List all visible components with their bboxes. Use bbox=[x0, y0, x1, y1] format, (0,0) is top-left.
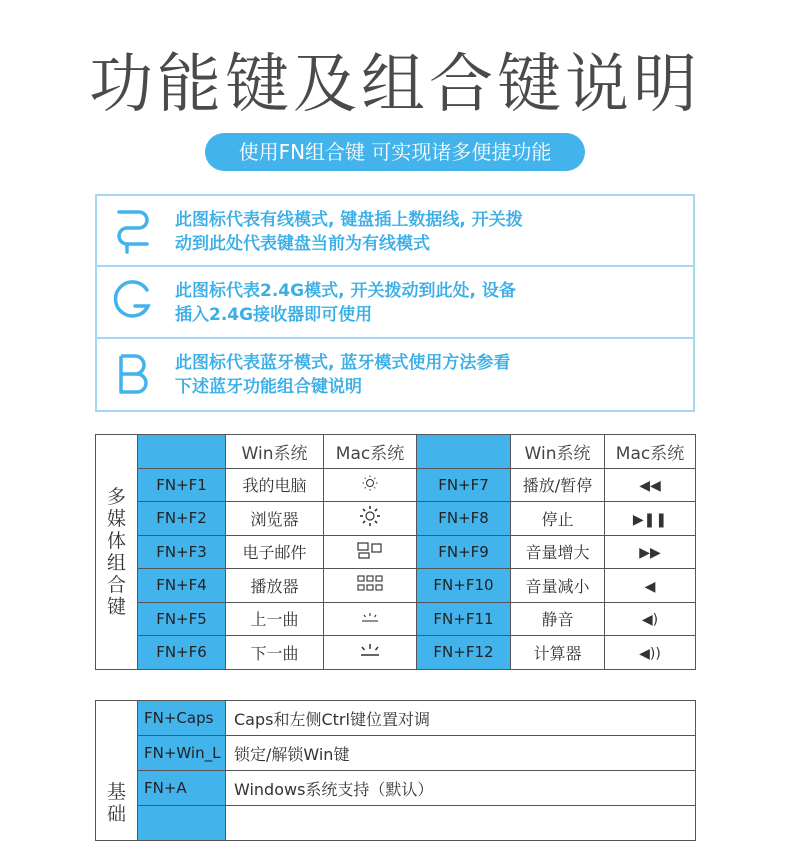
volume-up-icon: ◀)) bbox=[639, 645, 661, 662]
bluetooth-mode-box bbox=[95, 338, 695, 412]
win-function-cell: 浏览器 bbox=[226, 502, 324, 536]
key-cell: FN+Caps bbox=[138, 701, 226, 736]
win-function-cell: 停止 bbox=[511, 502, 605, 536]
key-cell: FN+F9 bbox=[417, 535, 511, 569]
header-blank-right bbox=[417, 435, 511, 469]
table-row bbox=[96, 535, 696, 569]
g-letter-icon bbox=[107, 276, 159, 328]
key-cell: FN+F12 bbox=[417, 636, 511, 670]
win-function-cell: 播放器 bbox=[226, 569, 324, 603]
mac-icon-cell bbox=[324, 569, 417, 603]
key-cell: FN+F4 bbox=[138, 569, 226, 603]
key-cell: FN+F5 bbox=[138, 602, 226, 636]
mac-icon-cell bbox=[324, 502, 417, 536]
mac-icon-cell bbox=[324, 468, 417, 502]
key-cell: FN+F11 bbox=[417, 602, 511, 636]
description-cell: Windows系统支持（默认） bbox=[226, 771, 696, 806]
fast-forward-icon: ▶▶ bbox=[639, 545, 661, 562]
key-cell: FN+F10 bbox=[417, 569, 511, 603]
key-cell: FN+F3 bbox=[138, 535, 226, 569]
win-function-cell: 播放/暂停 bbox=[511, 468, 605, 502]
brightness-up-icon bbox=[359, 505, 381, 527]
key-cell: FN+F8 bbox=[417, 502, 511, 536]
key-cell bbox=[138, 806, 226, 841]
keyboard-light-up-icon bbox=[356, 641, 384, 659]
launchpad-icon bbox=[356, 574, 384, 592]
win-function-cell: 我的电脑 bbox=[226, 468, 324, 502]
header-mac-left: Mac系统 bbox=[324, 435, 417, 469]
table-row bbox=[96, 569, 696, 603]
keyboard-light-down-icon bbox=[357, 609, 383, 625]
key-cell: FN+F7 bbox=[417, 468, 511, 502]
basic-shortcut-table bbox=[95, 700, 696, 841]
key-cell: FN+F6 bbox=[138, 636, 226, 670]
table-row bbox=[96, 771, 696, 806]
win-function-cell: 计算器 bbox=[511, 636, 605, 670]
multimedia-side-label: 多媒体组合键 bbox=[96, 435, 138, 670]
table-row bbox=[96, 602, 696, 636]
win-function-cell: 下一曲 bbox=[226, 636, 324, 670]
table-row bbox=[96, 736, 696, 771]
win-function-cell: 音量增大 bbox=[511, 535, 605, 569]
wired-cable-icon bbox=[107, 205, 159, 257]
table-header-row bbox=[96, 435, 696, 469]
brightness-down-icon bbox=[361, 474, 379, 492]
wireless-24g-mode-text: 此图标代表2.4G模式, 开关拨动到此处, 设备 插入2.4G接收器即可使用 bbox=[175, 281, 516, 325]
header-blank-left bbox=[138, 435, 226, 469]
mac-icon-cell bbox=[324, 535, 417, 569]
play-pause-icon: ▶❚❚ bbox=[632, 511, 668, 528]
mac-icon-cell bbox=[605, 502, 696, 536]
rewind-icon: ◀◀ bbox=[639, 478, 661, 495]
wired-mode-box bbox=[95, 194, 695, 266]
multimedia-table bbox=[95, 434, 696, 670]
volume-down-icon: ◀) bbox=[641, 612, 659, 629]
mac-icon-cell bbox=[605, 569, 696, 603]
description-cell bbox=[226, 806, 696, 841]
table-row bbox=[96, 502, 696, 536]
header-win-right: Win系统 bbox=[511, 435, 605, 469]
mac-icon-cell bbox=[605, 602, 696, 636]
wireless-24g-mode-box bbox=[95, 266, 695, 338]
header-win-left: Win系统 bbox=[226, 435, 324, 469]
bluetooth-mode-text: 此图标代表蓝牙模式, 蓝牙模式使用方法参看 下述蓝牙功能组合键说明 bbox=[175, 353, 511, 397]
mac-icon-cell bbox=[324, 602, 417, 636]
win-function-cell: 音量减小 bbox=[511, 569, 605, 603]
b-letter-icon bbox=[107, 348, 159, 400]
table-row bbox=[96, 468, 696, 502]
win-function-cell: 电子邮件 bbox=[226, 535, 324, 569]
subtitle-pill: 使用FN组合键 可实现诸多便捷功能 bbox=[205, 133, 585, 171]
mute-icon: ◀ bbox=[644, 578, 656, 595]
table-row bbox=[96, 806, 696, 841]
mission-control-icon bbox=[356, 541, 384, 559]
key-cell: FN+F2 bbox=[138, 502, 226, 536]
win-function-cell: 静音 bbox=[511, 602, 605, 636]
win-function-cell: 上一曲 bbox=[226, 602, 324, 636]
table-row bbox=[96, 636, 696, 670]
table-row bbox=[96, 701, 696, 736]
description-cell: 锁定/解锁Win键 bbox=[226, 736, 696, 771]
key-cell: FN+Win_L bbox=[138, 736, 226, 771]
wired-mode-text: 此图标代表有线模式, 键盘插上数据线, 开关拨 动到此处代表键盘当前为有线模式 bbox=[175, 210, 523, 254]
header-mac-right: Mac系统 bbox=[605, 435, 696, 469]
mac-icon-cell bbox=[324, 636, 417, 670]
key-cell: FN+A bbox=[138, 771, 226, 806]
mac-icon-cell bbox=[605, 535, 696, 569]
mac-icon-cell bbox=[605, 636, 696, 670]
description-cell: Caps和左侧Ctrl键位置对调 bbox=[226, 701, 696, 736]
basic-side-label: 基础 bbox=[96, 701, 138, 841]
key-cell: FN+F1 bbox=[138, 468, 226, 502]
mac-icon-cell bbox=[605, 468, 696, 502]
page-title: 功能键及组合键说明 bbox=[89, 48, 701, 122]
